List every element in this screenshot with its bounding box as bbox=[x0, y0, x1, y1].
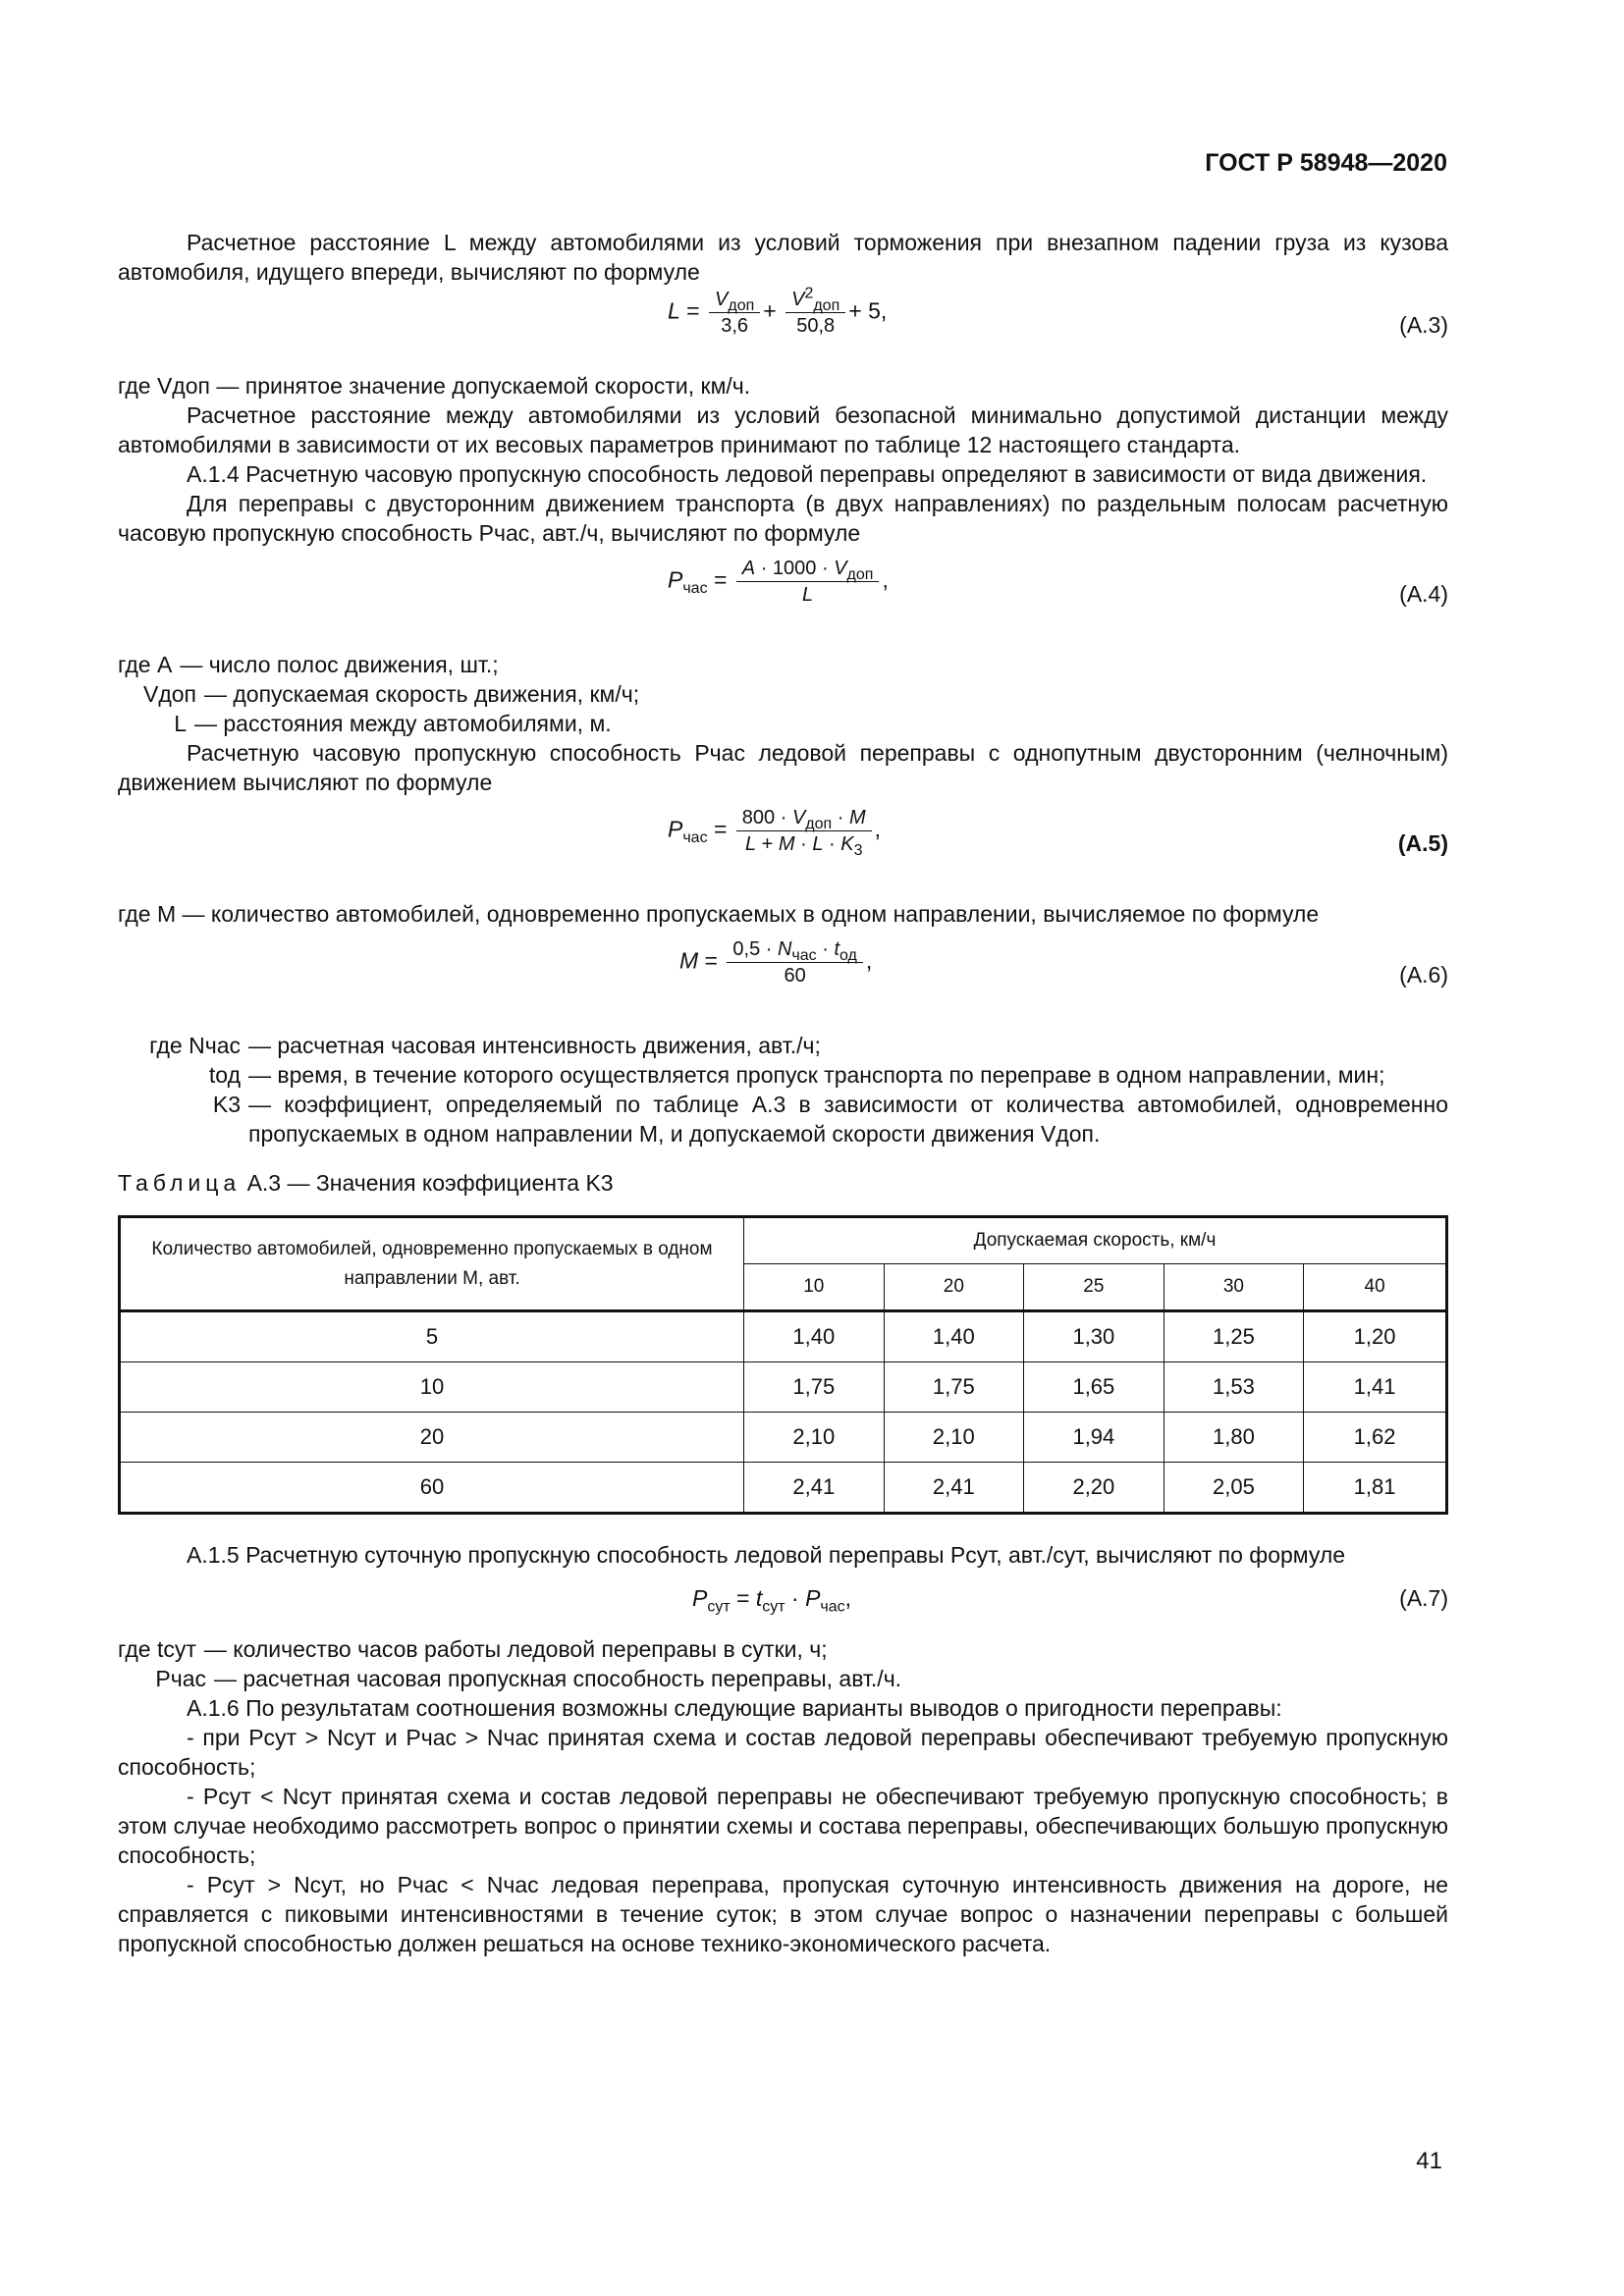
list-item: - при Pсут > Nсут и Pчас > Nчас принятая схема и состав ледовой переправы обеспечивают требуемую пропускную способность; bbox=[118, 1725, 1448, 1780]
where-list-a4 bbox=[118, 650, 1448, 738]
where-item: Pчас — расчетная часовая пропускная способность переправы, авт./ч. bbox=[155, 1666, 902, 1691]
table-header-speed-value: 25 bbox=[1024, 1264, 1164, 1311]
formula-number: (А.5) bbox=[1397, 830, 1448, 856]
table-cell: 2,41 bbox=[884, 1463, 1024, 1514]
table-cell: 2,05 bbox=[1164, 1463, 1304, 1514]
paragraph: Расчетное расстояние между автомобилями из условий безопасной минимально допустимой дистанции между автомобилями в зависимости от их весовых параметров принимают по таблице 12 настоящего стандарта. bbox=[118, 402, 1448, 457]
formula-a6 bbox=[118, 936, 1448, 1031]
formula-expression: $P_{сут} = t_{сут} \cdot P_{час}$, bbox=[692, 1585, 852, 1616]
table-cell: 1,25 bbox=[1164, 1311, 1304, 1362]
coefficient-table bbox=[118, 1215, 1448, 1515]
table-row bbox=[120, 1311, 1447, 1362]
table-row bbox=[120, 1413, 1447, 1463]
table-header-speed: Допускаемая скорость, км/ч bbox=[744, 1217, 1447, 1264]
table-cell: 1,81 bbox=[1304, 1463, 1447, 1514]
table-cell: 2,20 bbox=[1024, 1463, 1164, 1514]
table-cell: 1,94 bbox=[1024, 1413, 1164, 1463]
page-number: 41 bbox=[1416, 2148, 1442, 2174]
formula-a5 bbox=[118, 805, 1448, 899]
formula-number: (А.7) bbox=[1399, 1585, 1448, 1611]
formula-a3 bbox=[118, 287, 1448, 371]
paragraph: А.1.5 Расчетную суточную пропускную способность ледовой переправы Pсут, авт./сут, вычисляют по формуле bbox=[187, 1542, 1346, 1568]
where-item: где Nчас — расчетная часовая интенсивность движения, авт./ч; bbox=[149, 1033, 821, 1058]
formula-number: (А.4) bbox=[1399, 581, 1448, 607]
table-header-speed-value: 30 bbox=[1164, 1264, 1304, 1311]
table-header-speed-value: 40 bbox=[1304, 1264, 1447, 1311]
document-header: ГОСТ Р 58948—2020 bbox=[1205, 149, 1447, 177]
table-row bbox=[120, 1463, 1447, 1514]
list-item: - Pсут < Nсут принятая схема и состав ледовой переправы не обеспечивают требуемую пропускную способность; в этом случае необходимо рассмотреть вопрос о принятии схемы и состава переправы, обеспечивающих большую пропускную способность; bbox=[118, 1784, 1448, 1868]
table-cell: 1,41 bbox=[1304, 1362, 1447, 1413]
table-cell: 1,20 bbox=[1304, 1311, 1447, 1362]
table-caption: Таблица А.3 — Значения коэффициента K3 bbox=[118, 1170, 614, 1196]
table-cell: 1,75 bbox=[884, 1362, 1024, 1413]
table-header-speed-value: 10 bbox=[744, 1264, 885, 1311]
paragraph: Расчетное расстояние L между автомобилями из условий торможения при внезапном падении груза из кузова автомобиля, идущего впереди, вычисляют по формуле bbox=[118, 230, 1448, 285]
where-item: K3 — коэффициент, определяемый по таблице А.3 в зависимости от количества автомобилей, одновременно пропускаемых в одном направлении M, и допускаемой скорости движения Vдоп. bbox=[212, 1092, 1448, 1147]
formula-a7 bbox=[118, 1575, 1448, 1634]
where-list-a7 bbox=[118, 1634, 1448, 1693]
paragraph: Для переправы с двусторонним движением транспорта (в двух направлениях) по раздельным полосам расчетную часовую пропускную способность Pчас, авт./ч, вычисляют по формуле bbox=[118, 491, 1448, 546]
table-cell: 10 bbox=[120, 1362, 744, 1413]
where-item: где tсут — количество часов работы ледовой переправы в сутки, ч; bbox=[118, 1636, 828, 1662]
table-row bbox=[120, 1362, 1447, 1413]
table-cell: 1,40 bbox=[744, 1311, 885, 1362]
formula-number: (А.6) bbox=[1399, 962, 1448, 988]
formula-expression: L = $\frac{V_{доп}}{3,6}$ + $\frac{V^2_{доп}}{50,8}$ + 5, bbox=[668, 285, 888, 337]
paragraph: А.1.4 Расчетную часовую пропускную способность ледовой переправы определяют в зависимости от вида движения. bbox=[187, 461, 1428, 487]
table-cell: 2,10 bbox=[744, 1413, 885, 1463]
table-cell: 1,30 bbox=[1024, 1311, 1164, 1362]
formula-where: где Vдоп — принятое значение допускаемой скорости, км/ч. bbox=[118, 373, 751, 399]
table-cell: 1,75 bbox=[744, 1362, 885, 1413]
table-cell: 2,41 bbox=[744, 1463, 885, 1514]
paragraph: где M — количество автомобилей, одновременно пропускаемых в одном направлении, вычисляемое по формуле bbox=[118, 901, 1320, 927]
paragraph: А.1.6 По результатам соотношения возможны следующие варианты выводов о пригодности переправы: bbox=[187, 1695, 1282, 1721]
table-header-speed-value: 20 bbox=[884, 1264, 1024, 1311]
table-cell: 1,62 bbox=[1304, 1413, 1447, 1463]
formula-expression: $P_{час}$ = $\frac{800 \cdot V_{доп} \cdot M}{L + M \cdot L \cdot K_3}$ , bbox=[668, 807, 882, 859]
formula-a4 bbox=[118, 556, 1448, 650]
table-cell: 60 bbox=[120, 1463, 744, 1514]
table-cell: 5 bbox=[120, 1311, 744, 1362]
table-cell: 1,80 bbox=[1164, 1413, 1304, 1463]
list-item: - Pсут > Nсут, но Pчас < Nчас ледовая переправа, пропуская суточную интенсивность движения на дороге, не справляется с пиковыми интенсивностями в течение суток; в этом случае вопрос о назначении переправы с большей пропускной способностью должен решаться на основе технико-экономического расчета. bbox=[118, 1872, 1448, 1956]
formula-expression: $P_{час}$ = $\frac{A \cdot 1000 \cdot V_{доп}}{L}$ , bbox=[668, 558, 889, 606]
where-list-a6 bbox=[118, 1031, 1448, 1148]
table-cell: 1,65 bbox=[1024, 1362, 1164, 1413]
table-cell: 1,40 bbox=[884, 1311, 1024, 1362]
table-cell: 20 bbox=[120, 1413, 744, 1463]
document-body bbox=[118, 228, 1448, 1958]
table-header-count: Количество автомобилей, одновременно пропускаемых в одном направлении M, авт. bbox=[120, 1217, 744, 1311]
paragraph: Расчетную часовую пропускную способность Pчас ледовой переправы с однопутным двусторонним (челночным) движением вычисляют по формуле bbox=[118, 740, 1448, 795]
where-item: L — расстояния между автомобилями, м. bbox=[174, 711, 612, 736]
where-item: Vдоп — допускаемая скорость движения, км/ч; bbox=[142, 681, 640, 707]
table-cell: 2,10 bbox=[884, 1413, 1024, 1463]
where-item: где A — число полос движения, шт.; bbox=[118, 652, 499, 677]
formula-number: (А.3) bbox=[1399, 312, 1448, 338]
formula-expression: M = $\frac{0,5 \cdot N_{час} \cdot t_{од}}{60}$ , bbox=[679, 938, 873, 987]
table-cell: 1,53 bbox=[1164, 1362, 1304, 1413]
where-item: tод — время, в течение которого осуществляется пропуск транспорта по переправе в одном направлении, мин; bbox=[208, 1062, 1385, 1088]
